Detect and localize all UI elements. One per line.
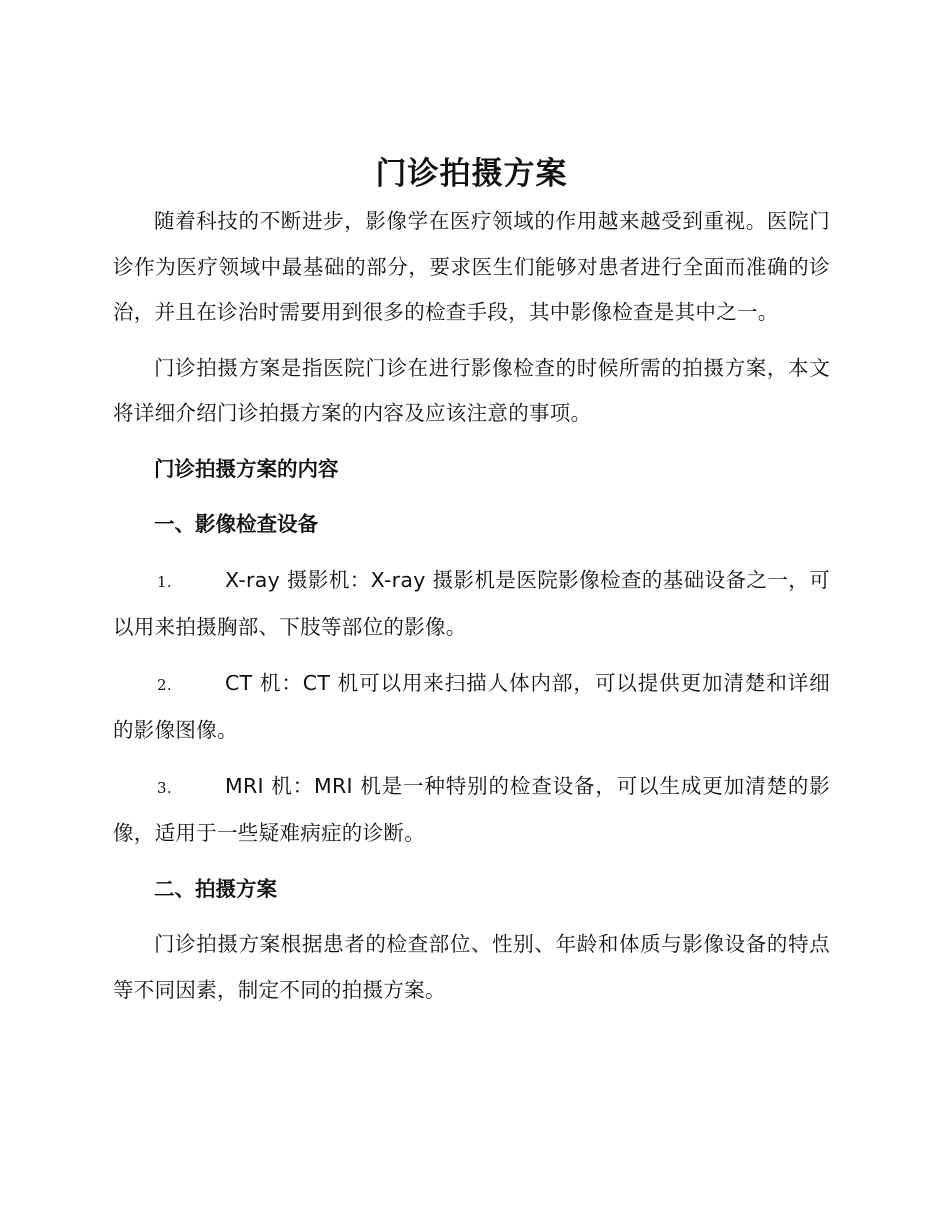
list-item-text: MRI 机：MRI 机是一种特别的检查设备，可以生成更加清楚的影像，适用于一些疑难病症的诊断。 — [113, 773, 830, 845]
section-heading: 门诊拍摄方案的内容 — [154, 456, 339, 481]
equipment-item-3 — [113, 764, 830, 857]
list-item-text: X-ray 摄影机：X-ray 摄影机是医院影像检查的基础设备之一，可以用来拍摄胸部、下肢等部位的影像。 — [113, 567, 830, 639]
part2-paragraph: 门诊拍摄方案根据患者的检查部位、性别、年龄和体质与影像设备的特点等不同因素，制定不同的拍摄方案。 — [113, 932, 830, 1002]
equipment-item-2 — [113, 661, 830, 754]
list-number: 2. — [157, 675, 172, 694]
list-item-text: CT 机：CT 机可以用来扫描人体内部，可以提供更加清楚和详细的影像图像。 — [113, 670, 830, 742]
list-number: 3. — [157, 778, 172, 797]
equipment-item-1 — [113, 558, 830, 651]
document-page — [113, 148, 830, 1023]
intro-paragraph-1: 随着科技的不断进步，影像学在医疗领域的作用越来越受到重视。医院门诊作为医疗领域中最基础的部分，要求医生们能够对患者进行全面而准确的诊治，并且在诊治时需要用到很多的检查手段，其中影像检查是其中之一。 — [113, 209, 830, 324]
part2-heading: 二、拍摄方案 — [154, 876, 277, 901]
intro-paragraph-2: 门诊拍摄方案是指医院门诊在进行影像检查的时候所需的拍摄方案，本文将详细介绍门诊拍摄方案的内容及应该注意的事项。 — [113, 355, 830, 425]
document-title: 门诊拍摄方案 — [375, 156, 568, 192]
list-number: 1. — [157, 572, 172, 591]
part1-heading: 一、影像检查设备 — [154, 512, 318, 536]
